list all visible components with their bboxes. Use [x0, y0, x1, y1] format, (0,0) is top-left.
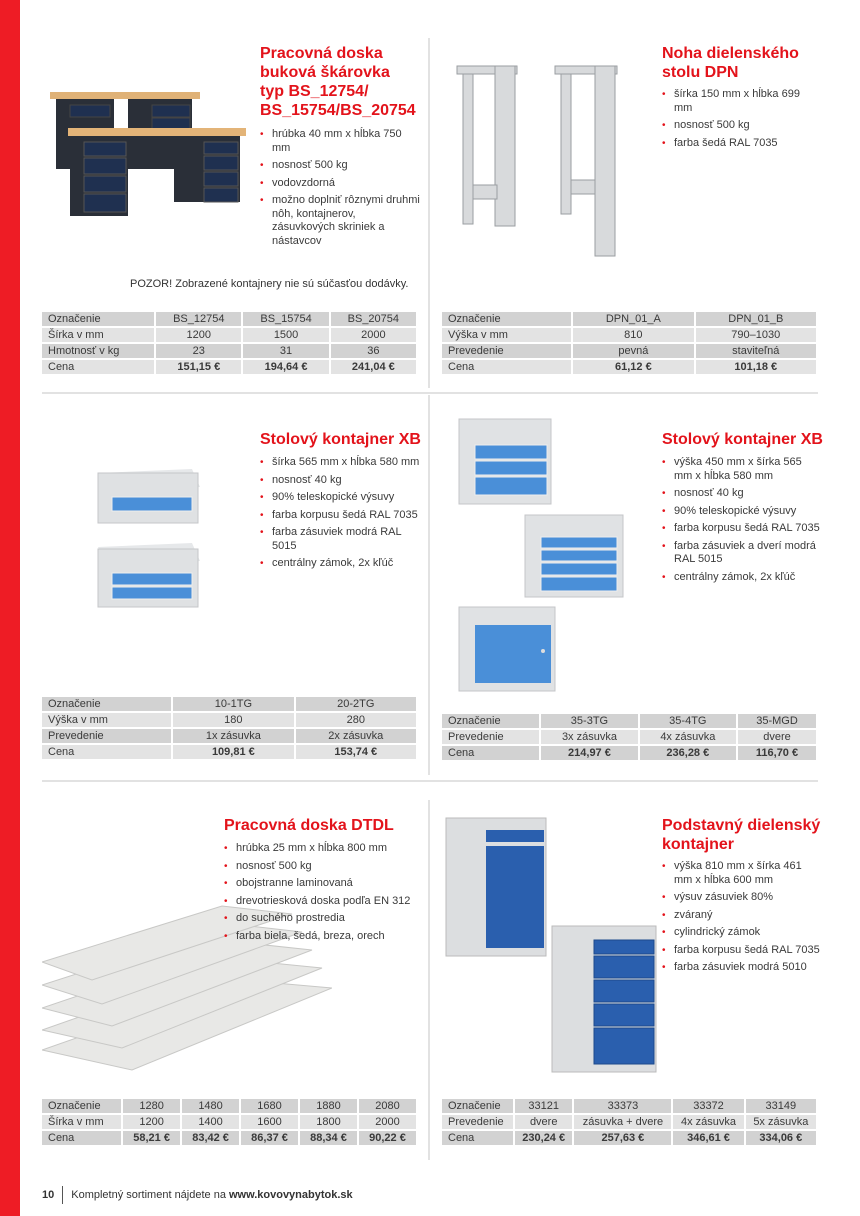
table-row — [442, 730, 816, 744]
page-footer — [42, 1186, 353, 1204]
feature-item: • farba korpusu šedá RAL 7035 — [662, 522, 822, 536]
cell: 1500 — [243, 328, 328, 342]
table-row — [42, 1099, 416, 1113]
column-divider — [428, 38, 430, 388]
spec-table — [40, 1097, 418, 1147]
container-image — [92, 465, 202, 615]
row-label: Označenie — [42, 312, 154, 326]
row-label: Prevedenie — [442, 730, 539, 744]
feature-item: • možno doplniť rôznymi druhmi nôh, kontajnerov, zásuvkových skriniek a nástavcov — [260, 194, 420, 248]
price-cell: 257,63 € — [574, 1131, 671, 1145]
price-cell: 116,70 € — [738, 746, 816, 760]
cell: 31 — [243, 344, 328, 358]
table-row — [442, 714, 816, 728]
row-label: Výška v mm — [42, 713, 171, 727]
feature-item: • šírka 150 mm x hĺbka 699 mm — [662, 88, 812, 115]
cell: DPN_01_B — [696, 312, 816, 326]
cell: DPN_01_A — [573, 312, 693, 326]
row-label: Cena — [442, 1131, 513, 1145]
price-cell: 346,61 € — [673, 1131, 743, 1145]
row-label: Hmotnosť v kg — [42, 344, 154, 358]
feature-list — [260, 128, 420, 252]
cell: 33373 — [574, 1099, 671, 1113]
feature-item: • drevotriesková doska podľa EN 312 — [224, 895, 424, 909]
feature-item: • farba korpusu šedá RAL 7035 — [260, 509, 420, 523]
price-row — [42, 360, 416, 374]
price-row — [442, 360, 816, 374]
cell: 1880 — [300, 1099, 357, 1113]
feature-item: • nosnosť 40 kg — [662, 487, 822, 501]
cell: 4x zásuvka — [673, 1115, 743, 1129]
table-row — [42, 312, 416, 326]
cell: 2000 — [359, 1115, 416, 1129]
feature-item: • nosnosť 500 kg — [662, 119, 812, 133]
table-row — [442, 312, 816, 326]
feature-item: • 90% teleskopické výsuvy — [662, 505, 822, 519]
cell: 4x zásuvka — [640, 730, 736, 744]
feature-item: • do suchého prostredia — [224, 912, 424, 926]
row-label: Cena — [42, 745, 171, 759]
cell: 1400 — [182, 1115, 239, 1129]
cell: 2000 — [331, 328, 416, 342]
title-line: buková škárovka — [260, 64, 390, 81]
price-cell: 214,97 € — [541, 746, 637, 760]
price-cell: 241,04 € — [331, 360, 416, 374]
price-cell: 90,22 € — [359, 1131, 416, 1145]
feature-item: • zváraný — [662, 909, 822, 923]
cell: 2x zásuvka — [296, 729, 416, 743]
price-cell: 88,34 € — [300, 1131, 357, 1145]
cell: 1800 — [300, 1115, 357, 1129]
spec-table — [440, 1097, 818, 1147]
red-side-bar — [0, 0, 20, 1216]
row-label: Cena — [442, 746, 539, 760]
title-line: stolu DPN — [662, 64, 739, 81]
container-image — [455, 415, 630, 695]
spec-table — [440, 712, 818, 762]
product-title — [662, 816, 820, 854]
feature-item: • farba šedá RAL 7035 — [662, 137, 812, 151]
price-cell: 236,28 € — [640, 746, 736, 760]
row-label: Označenie — [442, 714, 539, 728]
cell: 810 — [573, 328, 693, 342]
feature-item: • hrúbka 40 mm x hĺbka 750 mm — [260, 128, 420, 155]
feature-item: • nosnosť 500 kg — [260, 159, 420, 173]
spec-table — [40, 695, 418, 761]
cell: 36 — [331, 344, 416, 358]
product-title — [260, 430, 421, 449]
cell: zásuvka + dvere — [574, 1115, 671, 1129]
feature-list — [224, 842, 424, 947]
cell: dvere — [738, 730, 816, 744]
footer-text: Kompletný sortiment nájdete na — [71, 1189, 226, 1201]
feature-item: • farba zásuviek modrá 5010 — [662, 961, 822, 975]
table-row — [42, 713, 416, 727]
table-row — [442, 344, 816, 358]
feature-item: • vodovzdorná — [260, 177, 420, 191]
feature-item: • výška 810 mm x šírka 461 mm x hĺbka 600 mm — [662, 860, 822, 887]
row-label: Prevedenie — [442, 1115, 513, 1129]
cell: staviteľná — [696, 344, 816, 358]
table-row — [42, 328, 416, 342]
price-cell: 153,74 € — [296, 745, 416, 759]
row-label: Označenie — [442, 312, 571, 326]
title-line: BS_15754/BS_20754 — [260, 102, 416, 119]
price-row — [442, 746, 816, 760]
title-line: Podstavný dielenský — [662, 817, 821, 834]
row-divider — [42, 780, 818, 782]
row-label: Označenie — [442, 1099, 513, 1113]
footer-separator — [62, 1186, 63, 1204]
cell: 35-3TG — [541, 714, 637, 728]
cell: 1480 — [182, 1099, 239, 1113]
table-row — [442, 1115, 816, 1129]
title-line: Stolový kontajner XB — [662, 431, 823, 448]
row-label: Prevedenie — [442, 344, 571, 358]
column-divider — [428, 800, 430, 1160]
product-title — [662, 44, 799, 82]
row-label: Výška v mm — [442, 328, 571, 342]
price-cell: 109,81 € — [173, 745, 293, 759]
cell: 10-1TG — [173, 697, 293, 711]
title-line: Stolový kontajner XB — [260, 431, 421, 448]
price-cell: 151,15 € — [156, 360, 241, 374]
table-row — [42, 1115, 416, 1129]
row-label: Šírka v mm — [42, 1115, 121, 1129]
cell: 2080 — [359, 1099, 416, 1113]
feature-item: • cylindrický zámok — [662, 926, 822, 940]
row-label: Prevedenie — [42, 729, 171, 743]
price-cell: 101,18 € — [696, 360, 816, 374]
cell: 33149 — [746, 1099, 816, 1113]
feature-item: • výsuv zásuviek 80% — [662, 891, 822, 905]
product-title — [662, 430, 823, 449]
table-row — [42, 729, 416, 743]
price-cell: 86,37 € — [241, 1131, 298, 1145]
price-row — [442, 1131, 816, 1145]
cell: BS_20754 — [331, 312, 416, 326]
price-cell: 194,64 € — [243, 360, 328, 374]
row-label: Označenie — [42, 1099, 121, 1113]
feature-list — [662, 88, 812, 154]
page-number: 10 — [42, 1189, 55, 1201]
cell: BS_15754 — [243, 312, 328, 326]
cell: 35-4TG — [640, 714, 736, 728]
cell: 1680 — [241, 1099, 298, 1113]
table-row — [442, 328, 816, 342]
cell: 280 — [296, 713, 416, 727]
table-row — [42, 697, 416, 711]
row-divider — [42, 392, 818, 394]
cell: 35-MGD — [738, 714, 816, 728]
title-line: Pracovná doska — [260, 45, 383, 62]
feature-item: • 90% teleskopické výsuvy — [260, 491, 420, 505]
cell: 20-2TG — [296, 697, 416, 711]
cell: 1x zásuvka — [173, 729, 293, 743]
cell: 5x zásuvka — [746, 1115, 816, 1129]
column-divider — [428, 395, 430, 775]
price-cell: 83,42 € — [182, 1131, 239, 1145]
feature-item: • centrálny zámok, 2x kľúč — [662, 571, 822, 585]
price-cell: 230,24 € — [515, 1131, 573, 1145]
website-link[interactable]: www.kovovynabytok.sk — [228, 1189, 353, 1201]
row-label: Cena — [42, 360, 154, 374]
price-cell: 61,12 € — [573, 360, 693, 374]
cell: BS_12754 — [156, 312, 241, 326]
title-line: typ BS_12754/ — [260, 83, 369, 100]
feature-list — [662, 456, 822, 588]
cell: 33372 — [673, 1099, 743, 1113]
spec-table — [40, 310, 418, 376]
feature-item: • obojstranne laminovaná — [224, 877, 424, 891]
cell: 3x zásuvka — [541, 730, 637, 744]
product-title — [260, 44, 416, 120]
feature-list — [260, 456, 420, 575]
table-leg-image — [455, 60, 620, 260]
cell: dvere — [515, 1115, 573, 1129]
row-label: Cena — [442, 360, 571, 374]
feature-item: • farba zásuviek a dverí modrá RAL 5015 — [662, 540, 822, 567]
title-line: kontajner — [662, 836, 735, 853]
cell: pevná — [573, 344, 693, 358]
title-line: Noha dielenského — [662, 45, 799, 62]
cell: 1600 — [241, 1115, 298, 1129]
product-title — [224, 816, 394, 835]
cell: 33121 — [515, 1099, 573, 1113]
feature-item: • farba zásuviek modrá RAL 5015 — [260, 526, 420, 553]
table-row — [42, 344, 416, 358]
table-row — [442, 1099, 816, 1113]
spec-table — [440, 310, 818, 376]
price-cell: 334,06 € — [746, 1131, 816, 1145]
warning-note: POZOR! Zobrazené kontajnery nie sú súčasťou dodávky. — [130, 278, 409, 290]
price-row — [42, 1131, 416, 1145]
cell: 1200 — [156, 328, 241, 342]
cell: 790–1030 — [696, 328, 816, 342]
feature-item: • centrálny zámok, 2x kľúč — [260, 557, 420, 571]
feature-item: • šírka 565 mm x hĺbka 580 mm — [260, 456, 420, 470]
feature-list — [662, 860, 822, 979]
floor-cabinet-image — [442, 814, 662, 1094]
workbench-image — [44, 80, 249, 220]
feature-item: • farba korpusu šedá RAL 7035 — [662, 944, 822, 958]
feature-item: • hrúbka 25 mm x hĺbka 800 mm — [224, 842, 424, 856]
feature-item: • nosnosť 40 kg — [260, 474, 420, 488]
price-row — [42, 745, 416, 759]
feature-item: • nosnosť 500 kg — [224, 860, 424, 874]
price-cell: 58,21 € — [123, 1131, 180, 1145]
feature-item: • výška 450 mm x šírka 565 mm x hĺbka 580 mm — [662, 456, 822, 483]
cell: 23 — [156, 344, 241, 358]
feature-item: • farba biela, šedá, breza, orech — [224, 930, 424, 944]
cell: 1200 — [123, 1115, 180, 1129]
cell: 1280 — [123, 1099, 180, 1113]
title-line: Pracovná doska DTDL — [224, 817, 394, 834]
row-label: Cena — [42, 1131, 121, 1145]
row-label: Šírka v mm — [42, 328, 154, 342]
row-label: Označenie — [42, 697, 171, 711]
cell: 180 — [173, 713, 293, 727]
